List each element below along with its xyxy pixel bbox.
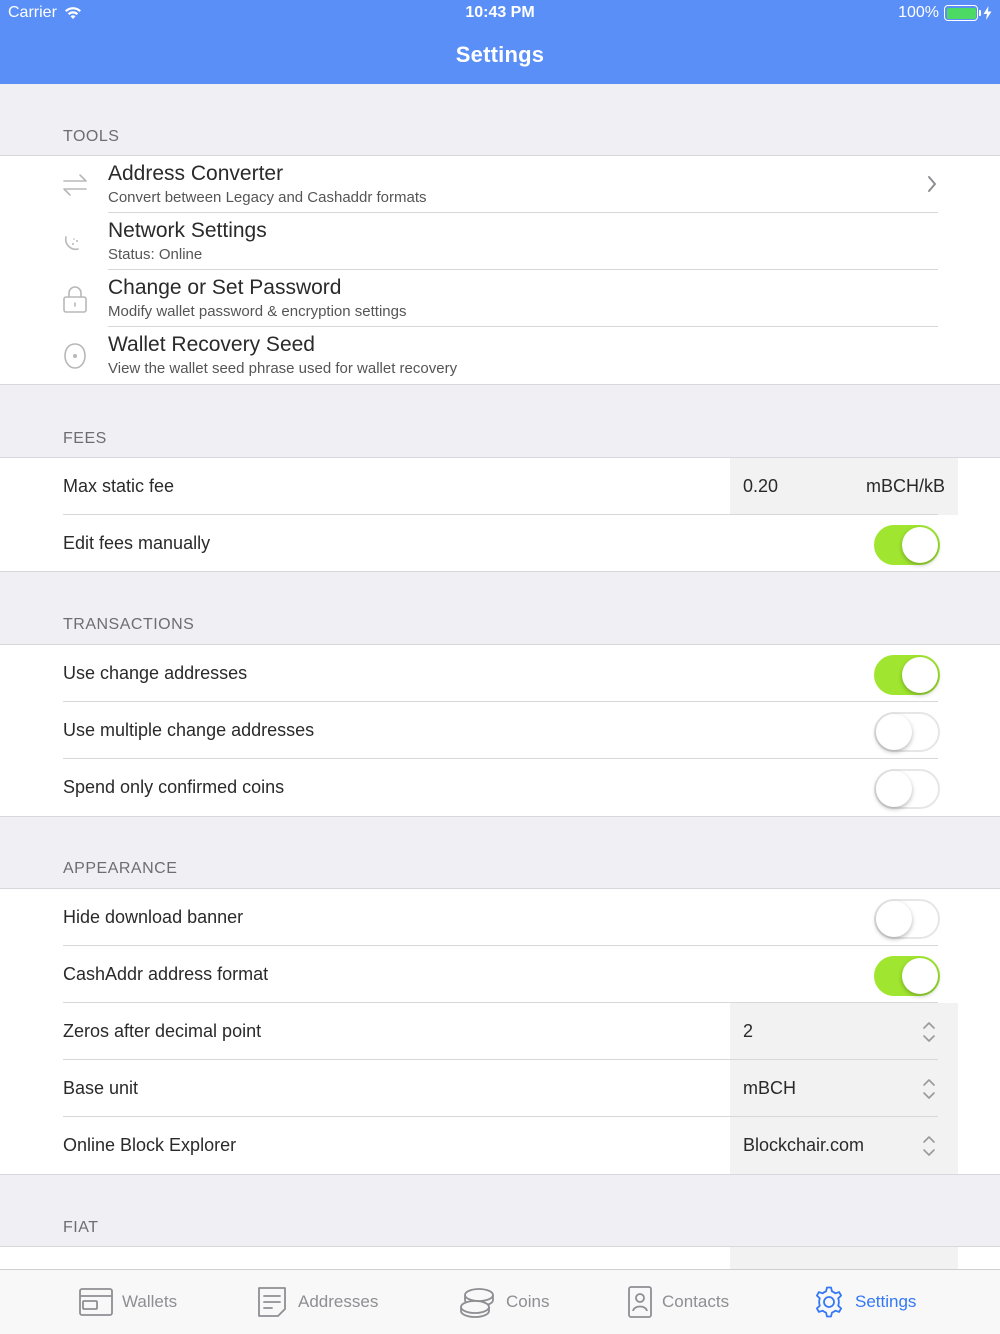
carrier-label: Carrier	[8, 4, 57, 21]
status-bar	[0, 0, 1000, 28]
charging-icon	[983, 6, 992, 20]
tab-bar	[0, 1269, 1000, 1334]
transactions-group	[0, 644, 1000, 817]
network-icon	[60, 227, 90, 257]
network-settings-subtitle: Status: Online	[108, 246, 203, 263]
tools-group	[0, 155, 1000, 385]
password-subtitle: Modify wallet password & encryption settings	[108, 303, 407, 320]
up-down-chevron-icon	[922, 1134, 936, 1158]
fee-unit: mBCH/kB	[865, 476, 945, 496]
block-explorer-value: Blockchair.com	[743, 1135, 865, 1155]
toggle-knob	[902, 657, 938, 693]
tab-addresses-label: Addresses	[298, 1292, 379, 1311]
recovery-seed-row[interactable]	[0, 327, 1000, 384]
max-static-fee-row	[0, 458, 1000, 515]
battery	[898, 4, 992, 22]
battery-icon	[944, 5, 978, 21]
section-header-appearance: APPEARANCE	[63, 860, 178, 877]
password-title: Change or Set Password	[108, 276, 342, 299]
zeros-label: Zeros after decimal point	[63, 1021, 262, 1041]
hide-banner-label: Hide download banner	[63, 907, 244, 927]
appearance-group	[0, 888, 1000, 1175]
edit-fees-toggle[interactable]	[874, 525, 940, 565]
tab-contacts-label: Contacts	[662, 1292, 730, 1311]
section-header-fiat: FIAT	[63, 1219, 99, 1236]
section-header-fees: FEES	[63, 430, 107, 447]
confirmed-coins-toggle[interactable]	[874, 769, 940, 809]
cashaddr-toggle[interactable]	[874, 956, 940, 996]
zeros-select[interactable]	[730, 1003, 958, 1060]
hide-banner-toggle[interactable]	[874, 899, 940, 939]
recovery-seed-subtitle: View the wallet seed phrase used for wallet recovery	[108, 360, 458, 377]
tab-addresses[interactable]	[254, 1284, 378, 1320]
address-converter-row[interactable]	[0, 156, 1000, 213]
block-explorer-label: Online Block Explorer	[63, 1135, 237, 1155]
gear-icon	[811, 1285, 847, 1319]
swap-arrows-icon	[60, 170, 90, 200]
clock: 10:43 PM	[465, 4, 535, 21]
section-header-tools: TOOLS	[63, 128, 120, 145]
address-converter-subtitle: Convert between Legacy and Cashaddr formats	[108, 189, 427, 206]
max-static-fee-input[interactable]	[730, 458, 958, 515]
max-static-fee-value: 0.20	[743, 476, 779, 496]
tab-contacts[interactable]	[626, 1284, 729, 1320]
max-static-fee-label: Max static fee	[63, 476, 175, 496]
chevron-right-icon	[926, 174, 938, 194]
tab-coins-label: Coins	[506, 1292, 550, 1311]
addresses-icon	[254, 1285, 290, 1319]
up-down-chevron-icon	[922, 1077, 936, 1101]
toggle-knob	[876, 714, 912, 750]
section-header-transactions: TRANSACTIONS	[63, 616, 195, 633]
cashaddr-label: CashAddr address format	[63, 964, 269, 984]
confirmed-coins-label: Spend only confirmed coins	[63, 777, 285, 797]
use-change-addresses-toggle[interactable]	[874, 655, 940, 695]
tab-coins[interactable]	[456, 1284, 549, 1320]
base-unit-select[interactable]	[730, 1060, 958, 1117]
cashaddr-row	[0, 946, 1000, 1003]
tab-settings-label: Settings	[855, 1292, 917, 1311]
toggle-knob	[902, 527, 938, 563]
header	[0, 0, 1000, 84]
toggle-knob	[876, 771, 912, 807]
use-change-addresses-row	[0, 645, 1000, 702]
wallet-icon	[78, 1285, 114, 1319]
edit-fees-label: Edit fees manually	[63, 533, 211, 553]
hide-banner-row	[0, 889, 1000, 946]
multiple-change-addresses-toggle[interactable]	[874, 712, 940, 752]
up-down-chevron-icon	[922, 1020, 936, 1044]
base-unit-value: mBCH	[743, 1078, 796, 1098]
tab-wallets[interactable]	[78, 1284, 177, 1320]
tab-wallets-label: Wallets	[122, 1292, 178, 1311]
address-converter-title: Address Converter	[108, 162, 284, 185]
toggle-knob	[876, 901, 912, 937]
toggle-knob	[902, 958, 938, 994]
base-unit-label: Base unit	[63, 1078, 139, 1098]
use-change-addresses-label: Use change addresses	[63, 663, 248, 683]
coins-icon	[456, 1285, 498, 1319]
network-settings-title: Network Settings	[108, 219, 267, 242]
tab-settings[interactable]	[811, 1284, 916, 1320]
confirmed-coins-row	[0, 759, 1000, 816]
zeros-value: 2	[743, 1021, 754, 1041]
fees-group	[0, 457, 1000, 572]
network-settings-row[interactable]	[0, 213, 1000, 270]
multiple-change-addresses-label: Use multiple change addresses	[63, 720, 315, 740]
base-unit-row	[0, 1060, 1000, 1117]
contacts-icon	[626, 1285, 654, 1319]
battery-percent: 100%	[898, 4, 939, 21]
recovery-seed-title: Wallet Recovery Seed	[108, 333, 315, 356]
edit-fees-row	[0, 515, 1000, 572]
lock-icon	[60, 284, 90, 314]
page-title: Settings	[455, 42, 545, 67]
password-row[interactable]	[0, 270, 1000, 327]
multiple-change-addresses-row	[0, 702, 1000, 759]
block-explorer-row	[0, 1117, 1000, 1174]
zeros-row	[0, 1003, 1000, 1060]
block-explorer-select[interactable]	[730, 1117, 958, 1174]
seed-icon	[60, 341, 90, 371]
